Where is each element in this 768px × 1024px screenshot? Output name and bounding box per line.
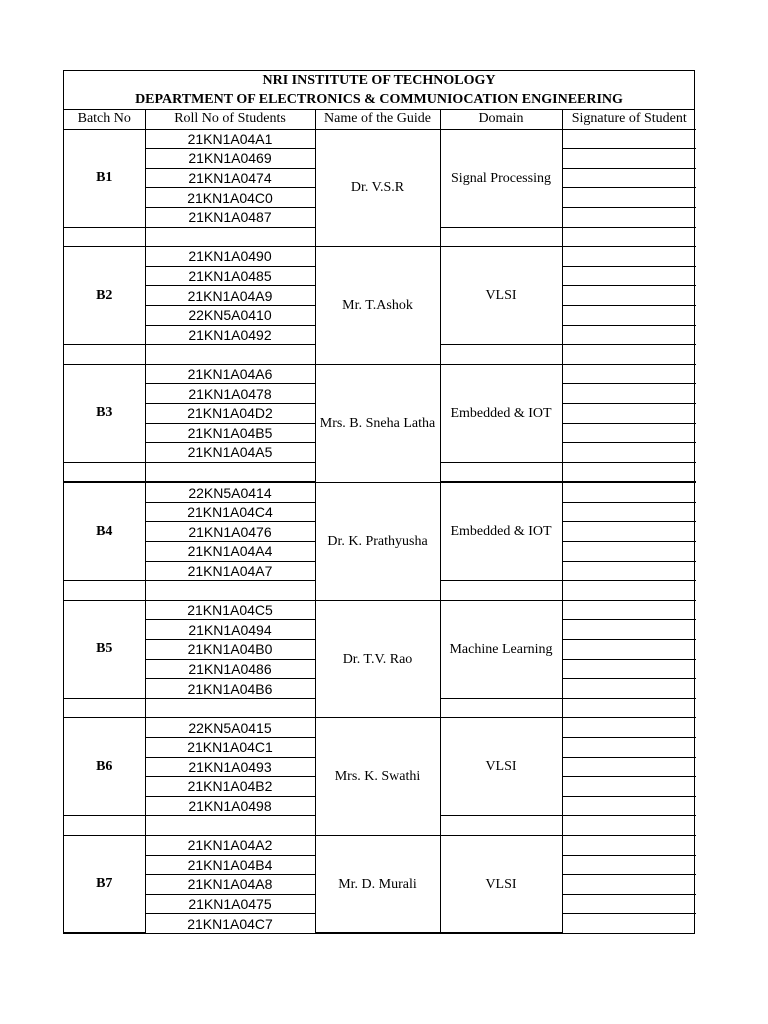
spacer-batch — [64, 345, 145, 365]
roll-number: 21KN1A0485 — [145, 266, 315, 286]
signature-cell[interactable] — [562, 894, 696, 914]
department-title: DEPARTMENT OF ELECTRONICS & COMMUNIOCATION ENGINEERING — [135, 92, 623, 107]
domain-name: Signal Processing — [440, 129, 562, 227]
roll-number: 22KN5A0414 — [145, 482, 315, 502]
batch-number: B4 — [64, 482, 145, 580]
signature-cell[interactable] — [562, 542, 696, 562]
roll-number: 21KN1A0469 — [145, 149, 315, 169]
signature-cell[interactable] — [562, 796, 696, 816]
guide-name: Dr. V.S.R — [315, 129, 440, 247]
roll-number: 21KN1A0498 — [145, 796, 315, 816]
col-header-roll: Roll No of Students — [145, 110, 315, 129]
signature-cell[interactable] — [562, 914, 696, 933]
roll-number: 22KN5A0410 — [145, 305, 315, 325]
spacer-domain — [440, 462, 562, 482]
signature-cell[interactable] — [562, 777, 696, 797]
header-row — [64, 110, 696, 129]
spacer-signature — [562, 581, 696, 601]
roll-number: 21KN1A04C5 — [145, 600, 315, 620]
batch-allocation-sheet — [63, 70, 695, 934]
roll-number: 22KN5A0415 — [145, 718, 315, 738]
signature-cell[interactable] — [562, 600, 696, 620]
guide-name: Mr. T.Ashok — [315, 247, 440, 365]
batch-number: B1 — [64, 129, 145, 227]
signature-cell[interactable] — [562, 738, 696, 758]
signature-cell[interactable] — [562, 757, 696, 777]
signature-cell[interactable] — [562, 443, 696, 463]
domain-name: Embedded & IOT — [440, 364, 562, 462]
spacer-roll — [145, 698, 315, 718]
roll-number: 21KN1A04B5 — [145, 423, 315, 443]
spacer-batch — [64, 816, 145, 836]
spacer-roll — [145, 462, 315, 482]
spacer-roll — [145, 345, 315, 365]
table-row — [64, 247, 696, 267]
spacer-roll — [145, 581, 315, 601]
roll-number: 21KN1A04B6 — [145, 679, 315, 699]
table-row — [64, 718, 696, 738]
signature-cell[interactable] — [562, 129, 696, 149]
domain-name: VLSI — [440, 835, 562, 932]
signature-cell[interactable] — [562, 384, 696, 404]
roll-number: 21KN1A04A7 — [145, 561, 315, 581]
guide-name: Mrs. B. Sneha Latha — [315, 364, 440, 482]
spacer-domain — [440, 698, 562, 718]
roll-number: 21KN1A0492 — [145, 325, 315, 345]
roll-number: 21KN1A04B2 — [145, 777, 315, 797]
signature-cell[interactable] — [562, 286, 696, 306]
signature-cell[interactable] — [562, 423, 696, 443]
batch-number: B5 — [64, 600, 145, 698]
signature-cell[interactable] — [562, 325, 696, 345]
guide-name: Mrs. K. Swathi — [315, 718, 440, 836]
signature-cell[interactable] — [562, 835, 696, 855]
roll-number: 21KN1A04A8 — [145, 875, 315, 895]
roll-number: 21KN1A0476 — [145, 522, 315, 542]
roll-number: 21KN1A04C1 — [145, 738, 315, 758]
roll-number: 21KN1A0487 — [145, 207, 315, 227]
roll-number: 21KN1A04B0 — [145, 640, 315, 660]
signature-cell[interactable] — [562, 561, 696, 581]
spacer-domain — [440, 345, 562, 365]
guide-name: Dr. K. Prathyusha — [315, 482, 440, 600]
signature-cell[interactable] — [562, 620, 696, 640]
roll-number: 21KN1A0493 — [145, 757, 315, 777]
table-row — [64, 600, 696, 620]
domain-name: Embedded & IOT — [440, 482, 562, 580]
roll-number: 21KN1A04A4 — [145, 542, 315, 562]
col-header-batch: Batch No — [64, 110, 145, 129]
signature-cell[interactable] — [562, 364, 696, 384]
table-row — [64, 482, 696, 502]
signature-cell[interactable] — [562, 168, 696, 188]
signature-cell[interactable] — [562, 679, 696, 699]
signature-cell[interactable] — [562, 659, 696, 679]
col-header-guide: Name of the Guide — [315, 110, 440, 129]
spacer-domain — [440, 581, 562, 601]
spacer-batch — [64, 698, 145, 718]
batch-number: B3 — [64, 364, 145, 462]
signature-cell[interactable] — [562, 502, 696, 522]
signature-cell[interactable] — [562, 875, 696, 895]
signature-cell[interactable] — [562, 266, 696, 286]
roll-number: 21KN1A04C4 — [145, 502, 315, 522]
domain-name: VLSI — [440, 718, 562, 816]
roll-number: 21KN1A04A2 — [145, 835, 315, 855]
table-row — [64, 364, 696, 384]
signature-cell[interactable] — [562, 207, 696, 227]
signature-cell[interactable] — [562, 482, 696, 502]
signature-cell[interactable] — [562, 305, 696, 325]
col-header-domain: Domain — [440, 110, 562, 129]
roll-number: 21KN1A04A5 — [145, 443, 315, 463]
roll-number: 21KN1A04D2 — [145, 403, 315, 423]
table-row — [64, 129, 696, 149]
roll-number: 21KN1A0486 — [145, 659, 315, 679]
spacer-roll — [145, 816, 315, 836]
roll-number: 21KN1A0494 — [145, 620, 315, 640]
signature-cell[interactable] — [562, 640, 696, 660]
guide-name: Mr. D. Murali — [315, 835, 440, 932]
roll-number: 21KN1A0478 — [145, 384, 315, 404]
spacer-signature — [562, 462, 696, 482]
signature-cell[interactable] — [562, 247, 696, 267]
col-header-signature: Signature of Student — [562, 110, 696, 129]
roll-number: 21KN1A04C0 — [145, 188, 315, 208]
signature-cell[interactable] — [562, 522, 696, 542]
signature-cell[interactable] — [562, 149, 696, 169]
batch-table — [64, 110, 696, 933]
spacer-domain — [440, 816, 562, 836]
roll-number: 21KN1A04A9 — [145, 286, 315, 306]
roll-number: 21KN1A0474 — [145, 168, 315, 188]
institute-title: NRI INSTITUTE OF TECHNOLOGY — [262, 73, 496, 88]
sheet-header — [64, 71, 694, 110]
table-row — [64, 835, 696, 855]
roll-number: 21KN1A0490 — [145, 247, 315, 267]
domain-name: Machine Learning — [440, 600, 562, 698]
spacer-signature — [562, 816, 696, 836]
roll-number: 21KN1A04A1 — [145, 129, 315, 149]
domain-name: VLSI — [440, 247, 562, 345]
signature-cell[interactable] — [562, 718, 696, 738]
batch-number: B7 — [64, 835, 145, 932]
batch-number: B6 — [64, 718, 145, 816]
batch-number: B2 — [64, 247, 145, 345]
roll-number: 21KN1A0475 — [145, 894, 315, 914]
spacer-batch — [64, 581, 145, 601]
roll-number: 21KN1A04A6 — [145, 364, 315, 384]
spacer-batch — [64, 227, 145, 247]
spacer-signature — [562, 345, 696, 365]
guide-name: Dr. T.V. Rao — [315, 600, 440, 718]
spacer-roll — [145, 227, 315, 247]
roll-number: 21KN1A04C7 — [145, 914, 315, 933]
roll-number: 21KN1A04B4 — [145, 855, 315, 875]
signature-cell[interactable] — [562, 855, 696, 875]
spacer-signature — [562, 227, 696, 247]
table-body — [64, 129, 696, 933]
signature-cell[interactable] — [562, 403, 696, 423]
spacer-batch — [64, 462, 145, 482]
signature-cell[interactable] — [562, 188, 696, 208]
spacer-signature — [562, 698, 696, 718]
spacer-domain — [440, 227, 562, 247]
